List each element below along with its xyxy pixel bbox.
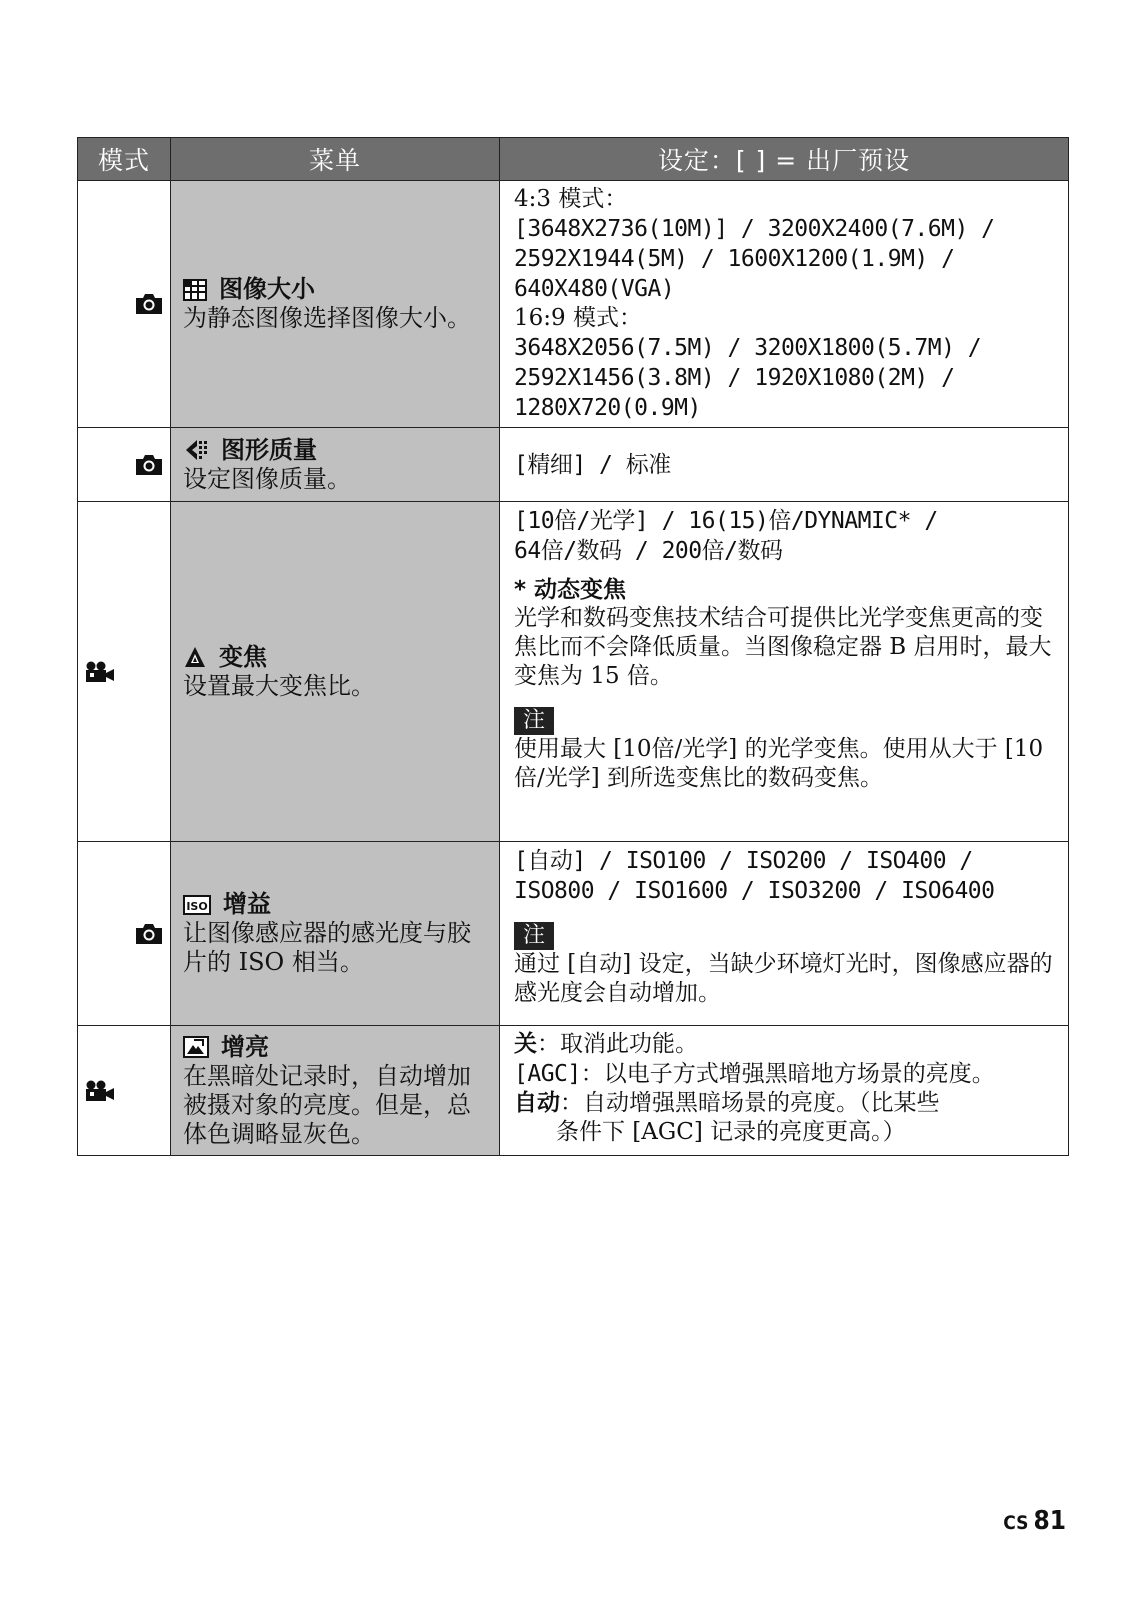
note-label: 注 — [514, 707, 554, 735]
page-number — [1003, 1506, 1066, 1536]
setting-line: 2592X1944(5M) / 1600X1200(1.9M) / — [514, 246, 955, 272]
setting-line: 4:3 模式： — [514, 186, 628, 212]
setting-line: 64倍/数码 / 200倍/数码 — [514, 538, 783, 564]
camera-icon — [78, 293, 170, 315]
setting-line: ISO800 / ISO1600 / ISO3200 / ISO6400 — [514, 878, 995, 904]
header-mode: 模式 — [78, 138, 171, 181]
footnote-text: 光学和数码变焦技术结合可提供比光学变焦更高的变焦比而不会降低质量。当图像稳定器 B 启用时，最大变焦为 15 倍。 — [514, 605, 1052, 689]
settings-table — [77, 137, 1069, 1156]
brightness-boost-icon — [183, 1036, 209, 1058]
header-settings: 设定：[ ] = 出厂预设 — [500, 138, 1069, 181]
option-auto — [514, 1089, 1058, 1118]
header-menu: 菜单 — [171, 138, 500, 181]
footnote-title: * 动态变焦 — [514, 577, 627, 603]
menu-description: 设置最大变焦比。 — [183, 671, 375, 700]
menu-description: 让图像感应器的感光度与胶片的 ISO 相当。 — [183, 919, 471, 976]
option-off — [514, 1030, 1058, 1059]
menu-description: 在黑暗处记录时，自动增加被摄对象的亮度。但是，总体色调略显灰色。 — [183, 1061, 471, 1148]
option-agc — [514, 1059, 1058, 1089]
option-text: ：自动增强黑暗场景的亮度。（比某些 — [560, 1090, 940, 1116]
menu-title: 变焦 — [219, 642, 267, 671]
menu-title: 图像大小 — [219, 275, 315, 303]
option-text-continued: 条件下 [AGC] 记录的亮度更高。） — [556, 1119, 906, 1145]
note-text: 通过 [自动] 设定，当缺少环境灯光时，图像感应器的感光度会自动增加。 — [514, 951, 1053, 1006]
setting-line: 2592X1456(3.8M) / 1920X1080(2M) / — [514, 365, 955, 391]
language-code: CS — [1003, 1512, 1029, 1534]
iso-icon — [183, 895, 211, 915]
setting-line: [3648X2736(10M)] / 3200X2400(7.6M) / — [514, 216, 995, 242]
table-row — [78, 181, 1069, 428]
menu-description: 设定图像质量。 — [183, 464, 351, 493]
camera-icon — [78, 923, 170, 945]
page-number-value: 81 — [1033, 1506, 1066, 1536]
setting-line: [精细] / 标准 — [514, 451, 671, 478]
video-camera-icon — [78, 661, 170, 683]
table-row — [78, 428, 1069, 502]
svg-text:ISO: ISO — [186, 899, 208, 913]
note-text: 使用最大 [10倍/光学] 的光学变焦。使用从大于 [10倍/光学] 到所选变焦比的数码变焦。 — [514, 736, 1044, 791]
menu-description: 为静态图像选择图像大小。 — [183, 304, 471, 332]
table-header-row — [78, 138, 1069, 181]
menu-title: 增亮 — [221, 1032, 269, 1061]
option-key: [AGC] — [514, 1061, 581, 1087]
option-text: ：取消此功能。 — [537, 1031, 698, 1057]
menu-title: 图形质量 — [221, 435, 317, 464]
image-size-icon — [183, 279, 207, 301]
setting-line: 1280X720(0.9M) — [514, 395, 701, 421]
video-camera-icon — [78, 1080, 170, 1102]
option-key: 关 — [514, 1031, 537, 1057]
camera-icon — [78, 454, 170, 476]
setting-line: [自动] / ISO100 / ISO200 / ISO400 / — [514, 848, 973, 874]
setting-line: 16:9 模式： — [514, 305, 642, 331]
option-key: 自动 — [514, 1090, 560, 1116]
table-row — [78, 1026, 1069, 1156]
setting-line: 3648X2056(7.5M) / 3200X1800(5.7M) / — [514, 335, 982, 361]
note-label: 注 — [514, 922, 554, 950]
image-quality-icon — [183, 438, 209, 462]
setting-line: [10倍/光学] / 16(15)倍/DYNAMIC* / — [514, 508, 938, 534]
zoom-icon — [183, 645, 207, 669]
option-text: ：以电子方式增强黑暗地方场景的亮度。 — [580, 1061, 995, 1087]
table-row — [78, 502, 1069, 842]
setting-line: 640X480(VGA) — [514, 276, 675, 302]
menu-title: 增益 — [223, 890, 271, 918]
table-row — [78, 842, 1069, 1026]
